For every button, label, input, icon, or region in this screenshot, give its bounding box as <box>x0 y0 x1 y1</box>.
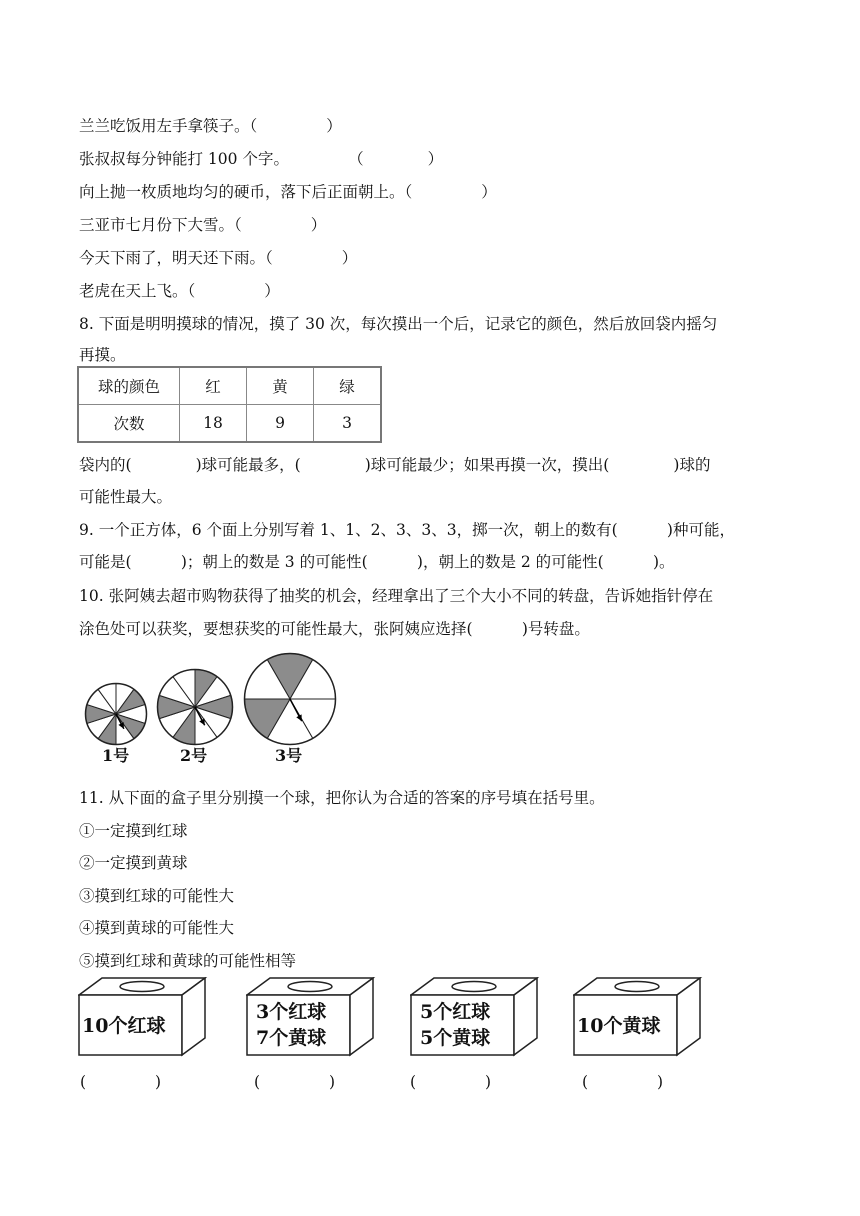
ball-box-2-label-line1: 3个红球 <box>256 1001 327 1023</box>
table-cell: 9 <box>247 405 314 443</box>
answer-blank-4[interactable]: ( ) <box>582 1073 664 1091</box>
table-header-cell: 黄 <box>247 367 314 405</box>
q8-question-line1: 袋内的( )球可能最多，( )球可能最少；如果再摸一次，摸出( )球的 <box>79 456 711 474</box>
table-header-cell: 红 <box>180 367 247 405</box>
ball-box-4-label: 10个黄球 <box>577 1015 661 1037</box>
q11-option-1: ①一定摸到红球 <box>79 822 188 840</box>
table-cell: 3 <box>314 405 382 443</box>
table-cell: 次数 <box>78 405 180 443</box>
spinner-3-label: 3号 <box>275 746 303 765</box>
answer-blank-2[interactable]: ( ) <box>254 1073 336 1091</box>
ball-box-1-label: 10个红球 <box>82 1015 166 1037</box>
q8-text-line1: 8. 下面是明明摸球的情况，摸了 30 次，每次摸出一个后，记录它的颜色，然后放回袋内摇匀 <box>79 315 718 333</box>
q7-item-1: 兰兰吃饭用左手拿筷子。（ ） <box>79 117 342 135</box>
answer-blank-1[interactable]: ( ) <box>80 1073 162 1091</box>
ball-box-3-label-line1: 5个红球 <box>420 1001 491 1023</box>
ball-count-table <box>77 366 382 443</box>
q7-item-6: 老虎在天上飞。（ ） <box>79 282 280 300</box>
q11-option-5: ⑤摸到红球和黄球的可能性相等 <box>79 952 297 970</box>
q11-title: 11. 从下面的盒子里分别摸一个球，把你认为合适的答案的序号填在括号里。 <box>79 789 605 807</box>
table-header-cell: 绿 <box>314 367 382 405</box>
q8-question-line2: 可能性最大。 <box>79 488 173 506</box>
q10-text-line2: 涂色处可以获奖，要想获奖的可能性最大，张阿姨应选择( )号转盘。 <box>79 620 590 638</box>
q11-option-3: ③摸到红球的可能性大 <box>79 887 235 905</box>
spinner-2-label: 2号 <box>180 746 208 765</box>
table-cell: 18 <box>180 405 247 443</box>
q9-text-line1: 9. 一个正方体，6 个面上分别写着 1、1、2、3、3、3，掷一次，朝上的数有( )种可能， <box>79 521 735 539</box>
answer-blank-3[interactable]: ( ) <box>410 1073 492 1091</box>
q8-text-line2: 再摸。 <box>79 346 126 364</box>
q7-item-2: 张叔叔每分钟能打 100 个字。 （ ） <box>79 150 444 168</box>
q10-text-line1: 10. 张阿姨去超市购物获得了抽奖的机会，经理拿出了三个大小不同的转盘，告诉她指针停在 <box>79 587 714 605</box>
q11-option-4: ④摸到黄球的可能性大 <box>79 919 235 937</box>
table-row <box>78 405 381 443</box>
q7-item-3: 向上抛一枚质地均匀的硬币，落下后正面朝上。（ ） <box>79 183 497 201</box>
q11-option-2: ②一定摸到黄球 <box>79 854 188 872</box>
q7-item-5: 今天下雨了，明天还下雨。（ ） <box>79 249 358 267</box>
q9-text-line2: 可能是( )；朝上的数是 3 的可能性( )，朝上的数是 2 的可能性( )。 <box>79 553 675 571</box>
ball-box-2-label-line2: 7个黄球 <box>256 1027 327 1049</box>
ball-box-3-label-line2: 5个黄球 <box>420 1027 491 1049</box>
table-row <box>78 367 381 405</box>
q7-item-4: 三亚市七月份下大雪。（ ） <box>79 216 327 234</box>
table-header-cell: 球的颜色 <box>78 367 180 405</box>
spinner-2 <box>156 668 234 746</box>
spinner-3 <box>243 652 337 746</box>
spinner-1-label: 1号 <box>102 746 130 765</box>
spinner-1 <box>84 682 148 746</box>
